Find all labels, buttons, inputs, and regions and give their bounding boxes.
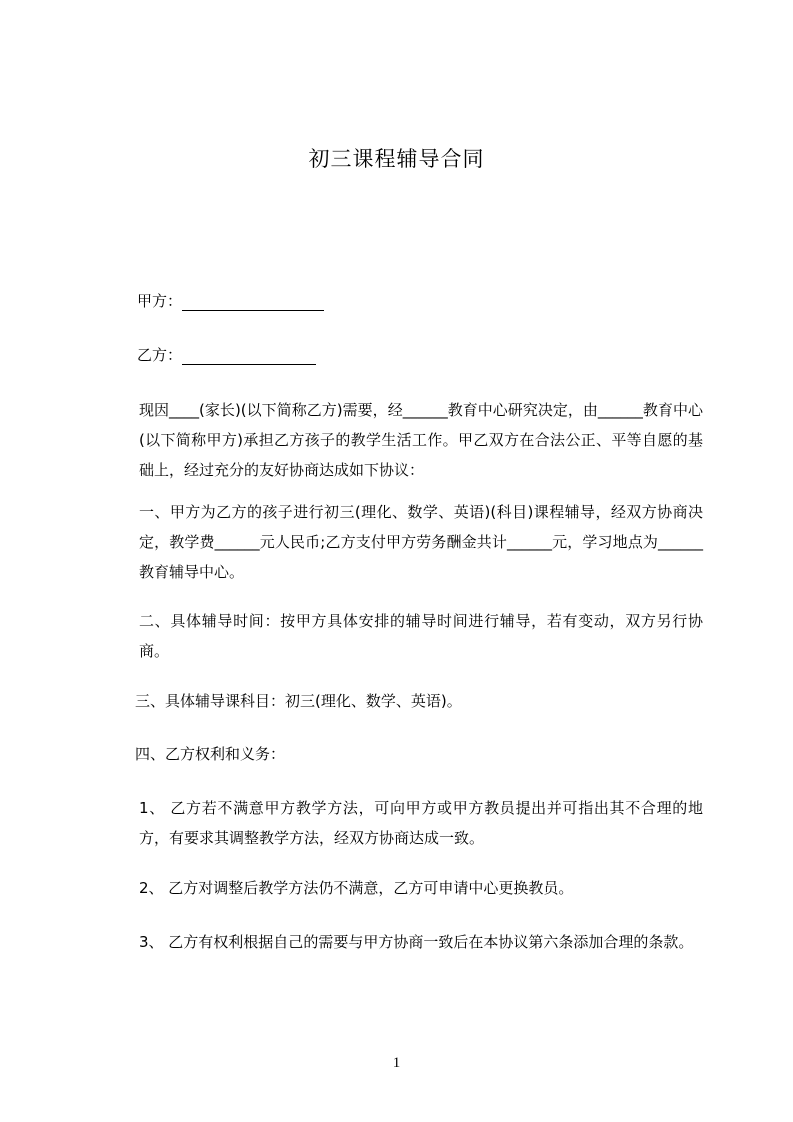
clause-3-text: 三、具体辅导课科目：初三(理化、数学、英语)。: [135, 692, 462, 710]
item-1-paragraph: [103, 793, 703, 853]
item-3-text: 3、 乙方有权利根据自己的需要与甲方协商一致后在本协议第六条添加合理的条款。: [139, 933, 694, 951]
intro-text: 现因____(家长)(以下简称乙方)需要，经______教育中心研究决定，由______教育中心(以下简称甲方)承担乙方孩子的教学生活工作。甲乙双方在合法公正、平等自愿的基础上，经过充分的友好协商达成如下协议：: [139, 401, 703, 479]
clause-1-text: 一、甲方为乙方的孩子进行初三(理化、数学、英语)(科目)课程辅导，经双方协商决定，教学费______元人民币;乙方支付甲方劳务酬金共计______元，学习地点为______教育辅导中心。: [139, 503, 703, 581]
intro-paragraph: [103, 395, 703, 485]
item-1-text: 1、 乙方若不满意甲方教学方法，可向甲方或甲方教员提出并可指出其不合理的地方，有要求其调整教学方法，经双方协商达成一致。: [139, 799, 703, 847]
clause-4-text: 四、乙方权利和义务：: [135, 745, 286, 763]
clause-4-paragraph: [103, 739, 703, 769]
clause-3-paragraph: [103, 686, 703, 716]
clause-2-text: 二、具体辅导时间：按甲方具体安排的辅导时间进行辅导，若有变动，双方另行协商。: [139, 612, 703, 660]
item-2-paragraph: [103, 873, 703, 903]
item-3-paragraph: [103, 927, 703, 957]
party-b-blank: [182, 348, 316, 365]
item-2-text: 2、 乙方对调整后教学方法仍不满意，乙方可申请中心更换教员。: [139, 879, 574, 897]
party-b-label: 乙方：: [137, 346, 183, 364]
party-a-blank: [182, 294, 324, 311]
party-b-line: [137, 345, 316, 365]
document-title: 初三课程辅导合同: [308, 147, 485, 171]
clause-1-paragraph: [103, 497, 703, 587]
page-number: 1: [392, 1055, 401, 1071]
party-a-label: 甲方：: [137, 292, 183, 310]
clause-2-paragraph: [103, 606, 703, 666]
party-a-line: [137, 291, 324, 311]
